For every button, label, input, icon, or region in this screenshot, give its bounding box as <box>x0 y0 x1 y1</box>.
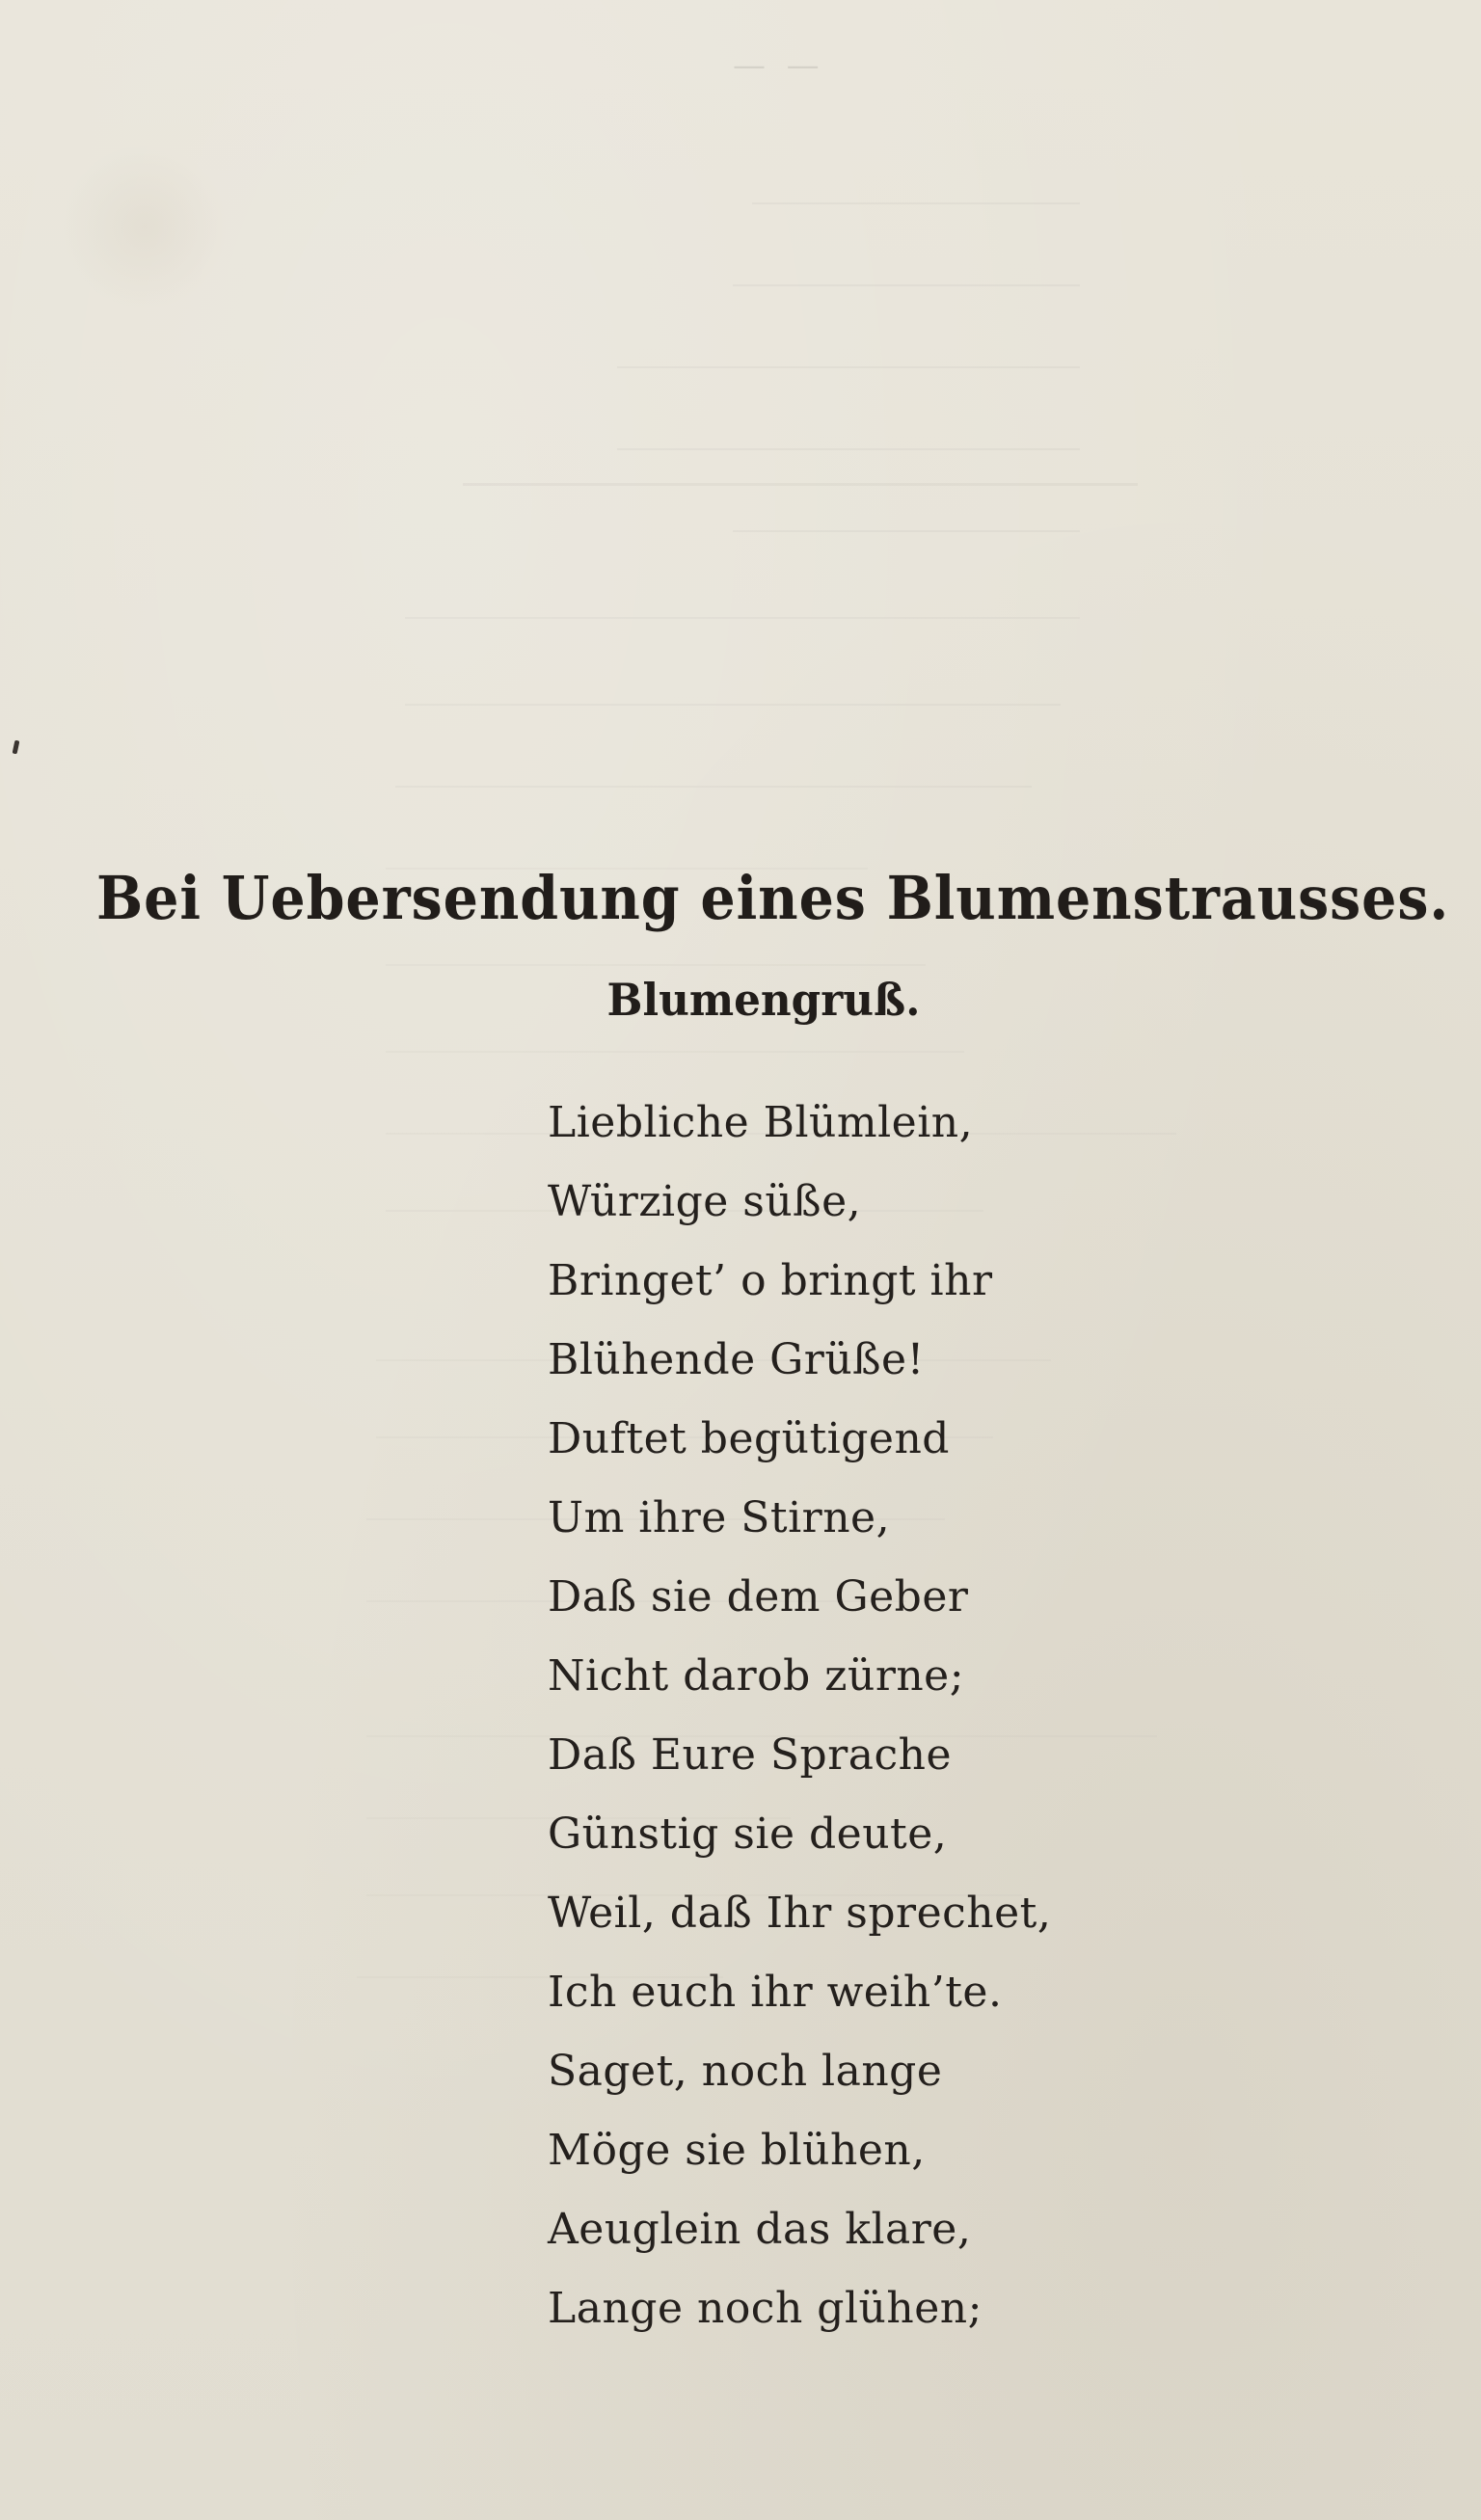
poem-line: Daß sie dem Geber <box>548 1572 969 1622</box>
show-through-line <box>405 578 1080 619</box>
poem-title <box>0 863 1481 933</box>
poem-line: Lange noch glühen; <box>548 2284 983 2333</box>
poem-line: Würzige süße, <box>548 1177 862 1226</box>
poem-line: Ich euch ihr weih’te. <box>548 1968 1003 2017</box>
show-through-line <box>617 328 1080 368</box>
poem-body <box>548 1084 1051 2348</box>
show-through-line <box>395 747 1032 788</box>
poem-line: Blühende Grüße! <box>548 1335 925 1384</box>
show-through-line <box>733 246 1080 286</box>
poem-title-text: Bei Uebersendung eines Blumenstrausses. <box>96 863 1450 933</box>
poem-line: Bringet’ o bringt ihr <box>548 1256 993 1305</box>
poem-line: Duftet begütigend <box>548 1414 950 1463</box>
poem-line: Um ihre Stirne, <box>548 1493 891 1542</box>
poem-line: Weil, daß Ihr sprechet, <box>548 1889 1052 1938</box>
poem-line: Saget, noch lange <box>548 2047 943 2096</box>
poem-line: Nicht darob zürne; <box>548 1651 965 1701</box>
poem-subtitle <box>0 974 1481 1026</box>
poem-line: Daß Eure Sprache <box>548 1730 952 1780</box>
show-through-line <box>405 665 1061 706</box>
show-through-line <box>733 492 1080 532</box>
show-through-line <box>752 164 1080 204</box>
poem-line: Aeuglein das klare, <box>548 2205 972 2254</box>
show-through-page-number: — ​ — <box>733 46 820 85</box>
poem-line: Liebliche Blümlein, <box>548 1098 974 1147</box>
poem-subtitle-text: Blumengruß. <box>606 974 921 1026</box>
poem-line: Möge sie blühen, <box>548 2126 926 2175</box>
poem-line: Günstig sie deute, <box>548 1810 948 1859</box>
show-through-heading <box>463 429 1138 486</box>
ink-mark <box>13 740 20 755</box>
paper-stain <box>58 145 231 308</box>
